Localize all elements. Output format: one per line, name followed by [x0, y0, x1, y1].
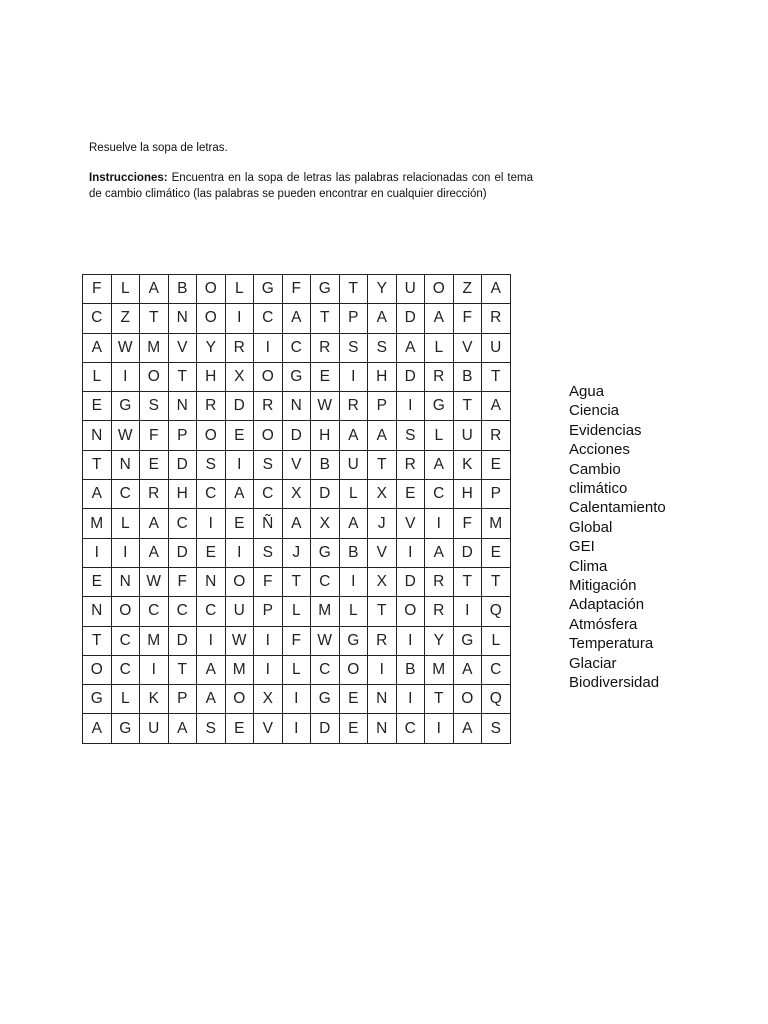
- grid-cell: L: [425, 421, 454, 450]
- grid-cell: C: [111, 480, 140, 509]
- grid-cell: O: [197, 304, 226, 333]
- grid-cell: T: [282, 567, 311, 596]
- grid-cell: F: [140, 421, 169, 450]
- grid-cell: C: [482, 655, 511, 684]
- grid-cell: P: [339, 304, 368, 333]
- grid-cell: N: [282, 392, 311, 421]
- grid-row: [83, 626, 511, 655]
- grid-cell: G: [282, 362, 311, 391]
- grid-cell: I: [282, 714, 311, 743]
- grid-cell: A: [140, 509, 169, 538]
- grid-cell: C: [111, 626, 140, 655]
- grid-cell: S: [339, 333, 368, 362]
- grid-cell: I: [425, 714, 454, 743]
- grid-cell: Q: [482, 597, 511, 626]
- grid-cell: N: [111, 567, 140, 596]
- grid-cell: R: [254, 392, 283, 421]
- grid-cell: D: [282, 421, 311, 450]
- grid-cell: S: [197, 714, 226, 743]
- grid-cell: M: [425, 655, 454, 684]
- grid-cell: C: [254, 480, 283, 509]
- grid-cell: A: [83, 480, 112, 509]
- grid-cell: T: [453, 392, 482, 421]
- grid-cell: B: [453, 362, 482, 391]
- instructions-section: [89, 140, 533, 202]
- grid-cell: S: [482, 714, 511, 743]
- grid-cell: B: [339, 538, 368, 567]
- grid-cell: D: [311, 480, 340, 509]
- grid-cell: D: [225, 392, 254, 421]
- grid-cell: A: [368, 421, 397, 450]
- grid-cell: R: [197, 392, 226, 421]
- grid-cell: N: [368, 685, 397, 714]
- word-search-grid: [82, 274, 511, 744]
- grid-cell: L: [339, 480, 368, 509]
- grid-cell: T: [482, 362, 511, 391]
- grid-cell: U: [140, 714, 169, 743]
- grid-cell: C: [111, 655, 140, 684]
- grid-cell: B: [396, 655, 425, 684]
- grid-cell: S: [140, 392, 169, 421]
- grid-cell: P: [168, 685, 197, 714]
- grid-cell: U: [396, 275, 425, 304]
- grid-row: [83, 567, 511, 596]
- grid-cell: K: [140, 685, 169, 714]
- grid-cell: E: [396, 480, 425, 509]
- grid-cell: U: [482, 333, 511, 362]
- grid-cell: I: [225, 538, 254, 567]
- word-list-item: Adaptación: [569, 596, 645, 614]
- word-list-item: Agua: [569, 383, 605, 400]
- grid-cell: L: [425, 333, 454, 362]
- grid-row: [83, 685, 511, 714]
- grid-cell: A: [140, 538, 169, 567]
- grid-cell: I: [254, 655, 283, 684]
- grid-cell: D: [453, 538, 482, 567]
- grid-cell: E: [339, 685, 368, 714]
- grid-cell: A: [425, 450, 454, 479]
- grid-cell: S: [197, 450, 226, 479]
- instructions-label: Instrucciones:: [89, 172, 168, 184]
- grid-cell: E: [482, 538, 511, 567]
- instructions-paragraph: [89, 170, 533, 202]
- grid-cell: E: [225, 714, 254, 743]
- grid-cell: S: [254, 538, 283, 567]
- grid-cell: L: [282, 655, 311, 684]
- word-list-item: Clima: [569, 557, 608, 575]
- grid-cell: V: [368, 538, 397, 567]
- instructions-text: Encuentra en la sopa de letras las palabras relacionadas con el tema de cambio climático (las palabras se pueden encontrar en cualquier dirección): [89, 172, 533, 200]
- grid-cell: A: [83, 333, 112, 362]
- grid-cell: C: [311, 655, 340, 684]
- grid-cell: V: [254, 714, 283, 743]
- grid-cell: E: [197, 538, 226, 567]
- grid-cell: N: [168, 304, 197, 333]
- grid-cell: T: [140, 304, 169, 333]
- grid-cell: T: [168, 655, 197, 684]
- grid-cell: G: [111, 392, 140, 421]
- grid-cell: H: [168, 480, 197, 509]
- grid-cell: A: [425, 304, 454, 333]
- grid-cell: G: [339, 626, 368, 655]
- grid-cell: O: [396, 597, 425, 626]
- grid-cell: W: [140, 567, 169, 596]
- grid-cell: O: [83, 655, 112, 684]
- grid-cell: T: [453, 567, 482, 596]
- word-list-item: Acciones: [569, 441, 630, 459]
- grid-cell: R: [482, 304, 511, 333]
- grid-cell: I: [339, 362, 368, 391]
- grid-cell: N: [368, 714, 397, 743]
- word-list-item: Calentamiento: [569, 499, 666, 517]
- grid-cell: O: [225, 567, 254, 596]
- grid-cell: D: [311, 714, 340, 743]
- grid-cell: E: [140, 450, 169, 479]
- grid-cell: A: [425, 538, 454, 567]
- grid-cell: W: [311, 626, 340, 655]
- grid-cell: B: [311, 450, 340, 479]
- grid-row: [83, 538, 511, 567]
- grid-row: [83, 655, 511, 684]
- grid-cell: I: [225, 450, 254, 479]
- grid-cell: V: [168, 333, 197, 362]
- grid-cell: S: [254, 450, 283, 479]
- grid-row: [83, 392, 511, 421]
- grid-cell: R: [396, 450, 425, 479]
- grid-cell: A: [453, 655, 482, 684]
- grid-cell: C: [396, 714, 425, 743]
- grid-cell: M: [140, 626, 169, 655]
- grid-cell: T: [168, 362, 197, 391]
- grid-cell: F: [282, 626, 311, 655]
- grid-cell: X: [368, 567, 397, 596]
- grid-cell: I: [111, 362, 140, 391]
- word-list-item: Atmósfera: [569, 615, 638, 633]
- grid-cell: A: [339, 509, 368, 538]
- word-list-item: Glaciar: [569, 654, 617, 672]
- word-list-item: Global: [569, 518, 613, 536]
- grid-cell: N: [83, 421, 112, 450]
- grid-cell: I: [425, 509, 454, 538]
- grid-cell: I: [282, 685, 311, 714]
- grid-cell: L: [111, 275, 140, 304]
- grid-cell: T: [368, 450, 397, 479]
- grid-cell: T: [311, 304, 340, 333]
- grid-cell: Q: [482, 685, 511, 714]
- grid-cell: U: [225, 597, 254, 626]
- grid-cell: S: [368, 333, 397, 362]
- grid-cell: I: [396, 626, 425, 655]
- grid-cell: R: [425, 362, 454, 391]
- grid-cell: E: [225, 509, 254, 538]
- grid-cell: L: [83, 362, 112, 391]
- grid-cell: V: [396, 509, 425, 538]
- grid-cell: E: [83, 392, 112, 421]
- grid-cell: C: [254, 304, 283, 333]
- grid-cell: A: [197, 655, 226, 684]
- word-list-item: Ciencia: [569, 402, 620, 420]
- grid-cell: C: [282, 333, 311, 362]
- word-list-item: Biodiversidad: [569, 674, 660, 692]
- grid-cell: X: [225, 362, 254, 391]
- grid-cell: A: [368, 304, 397, 333]
- grid-cell: A: [197, 685, 226, 714]
- grid-cell: A: [140, 275, 169, 304]
- grid-cell: L: [111, 509, 140, 538]
- grid-cell: A: [339, 421, 368, 450]
- grid-cell: P: [368, 392, 397, 421]
- grid-cell: N: [168, 392, 197, 421]
- grid-row: [83, 421, 511, 450]
- grid-cell: Ñ: [254, 509, 283, 538]
- grid-cell: O: [225, 685, 254, 714]
- grid-cell: O: [197, 421, 226, 450]
- grid-cell: Y: [425, 626, 454, 655]
- grid-cell: G: [453, 626, 482, 655]
- grid-row: [83, 597, 511, 626]
- grid-cell: I: [197, 626, 226, 655]
- grid-cell: I: [396, 392, 425, 421]
- grid-cell: T: [83, 626, 112, 655]
- grid-cell: C: [168, 509, 197, 538]
- grid-cell: R: [225, 333, 254, 362]
- grid-cell: S: [396, 421, 425, 450]
- grid-cell: H: [197, 362, 226, 391]
- grid-cell: W: [311, 392, 340, 421]
- grid-cell: E: [311, 362, 340, 391]
- grid-cell: L: [282, 597, 311, 626]
- grid-cell: X: [368, 480, 397, 509]
- word-list-item: Evidencias: [569, 421, 642, 439]
- page-title: Resuelve la sopa de letras.: [89, 142, 228, 154]
- grid-cell: V: [282, 450, 311, 479]
- grid-cell: G: [254, 275, 283, 304]
- grid-cell: X: [311, 509, 340, 538]
- grid-cell: A: [282, 509, 311, 538]
- grid-cell: H: [453, 480, 482, 509]
- grid-cell: F: [168, 567, 197, 596]
- grid-cell: I: [83, 538, 112, 567]
- grid-cell: P: [482, 480, 511, 509]
- grid-cell: A: [482, 275, 511, 304]
- grid-cell: M: [311, 597, 340, 626]
- grid-cell: F: [254, 567, 283, 596]
- grid-cell: T: [339, 275, 368, 304]
- grid-cell: O: [254, 362, 283, 391]
- grid-cell: R: [425, 597, 454, 626]
- grid-cell: I: [111, 538, 140, 567]
- grid-cell: P: [254, 597, 283, 626]
- grid-cell: P: [168, 421, 197, 450]
- grid-cell: I: [396, 538, 425, 567]
- grid-cell: I: [339, 567, 368, 596]
- grid-cell: C: [197, 597, 226, 626]
- grid-cell: W: [111, 333, 140, 362]
- grid-cell: O: [197, 275, 226, 304]
- grid-cell: C: [197, 480, 226, 509]
- grid-cell: V: [453, 333, 482, 362]
- grid-row: [83, 480, 511, 509]
- grid-row: [83, 333, 511, 362]
- word-list-item: Temperatura: [569, 635, 654, 653]
- grid-cell: O: [140, 362, 169, 391]
- grid-cell: E: [482, 450, 511, 479]
- grid-cell: D: [396, 567, 425, 596]
- grid-cell: R: [368, 626, 397, 655]
- grid-cell: G: [425, 392, 454, 421]
- grid-cell: A: [396, 333, 425, 362]
- grid-cell: R: [425, 567, 454, 596]
- grid-cell: A: [282, 304, 311, 333]
- grid-cell: I: [396, 685, 425, 714]
- grid-cell: Z: [111, 304, 140, 333]
- grid-cell: G: [111, 714, 140, 743]
- grid-cell: R: [311, 333, 340, 362]
- grid-cell: M: [225, 655, 254, 684]
- grid-cell: C: [311, 567, 340, 596]
- grid-cell: A: [453, 714, 482, 743]
- grid-cell: O: [254, 421, 283, 450]
- grid-cell: N: [111, 450, 140, 479]
- grid-cell: G: [311, 685, 340, 714]
- word-list-item: Cambio: [569, 460, 621, 478]
- grid-cell: L: [111, 685, 140, 714]
- grid-cell: O: [453, 685, 482, 714]
- grid-cell: H: [368, 362, 397, 391]
- grid-cell: L: [482, 626, 511, 655]
- grid-cell: C: [168, 597, 197, 626]
- grid-cell: A: [83, 714, 112, 743]
- grid-cell: I: [254, 333, 283, 362]
- grid-cell: G: [311, 538, 340, 567]
- grid-cell: T: [83, 450, 112, 479]
- grid-cell: O: [339, 655, 368, 684]
- grid-cell: I: [254, 626, 283, 655]
- grid-row: [83, 714, 511, 743]
- grid-row: [83, 275, 511, 304]
- grid-cell: T: [425, 685, 454, 714]
- grid-cell: O: [425, 275, 454, 304]
- grid-cell: C: [83, 304, 112, 333]
- grid-cell: L: [225, 275, 254, 304]
- grid-cell: R: [140, 480, 169, 509]
- grid-cell: I: [225, 304, 254, 333]
- grid-cell: I: [140, 655, 169, 684]
- grid-cell: A: [225, 480, 254, 509]
- grid-cell: W: [111, 421, 140, 450]
- grid-cell: Y: [368, 275, 397, 304]
- grid-cell: F: [453, 509, 482, 538]
- grid-cell: M: [482, 509, 511, 538]
- grid-cell: E: [339, 714, 368, 743]
- grid-cell: X: [254, 685, 283, 714]
- grid-cell: M: [140, 333, 169, 362]
- grid-cell: R: [339, 392, 368, 421]
- grid-cell: F: [282, 275, 311, 304]
- grid-cell: U: [339, 450, 368, 479]
- grid-cell: T: [482, 567, 511, 596]
- grid-cell: N: [197, 567, 226, 596]
- grid-cell: K: [453, 450, 482, 479]
- grid-cell: J: [368, 509, 397, 538]
- grid-cell: E: [83, 567, 112, 596]
- word-list: [569, 382, 666, 693]
- grid-cell: L: [339, 597, 368, 626]
- grid-cell: F: [83, 275, 112, 304]
- grid-cell: U: [453, 421, 482, 450]
- grid-cell: A: [482, 392, 511, 421]
- grid-cell: C: [425, 480, 454, 509]
- grid-cell: F: [453, 304, 482, 333]
- grid-row: [83, 304, 511, 333]
- grid-row: [83, 509, 511, 538]
- word-list-item: GEI: [569, 538, 595, 556]
- grid-cell: O: [111, 597, 140, 626]
- grid-cell: B: [168, 275, 197, 304]
- grid-cell: T: [368, 597, 397, 626]
- grid-cell: D: [168, 450, 197, 479]
- grid-cell: X: [282, 480, 311, 509]
- grid-cell: J: [282, 538, 311, 567]
- grid-cell: N: [83, 597, 112, 626]
- grid-cell: I: [197, 509, 226, 538]
- grid-cell: D: [396, 304, 425, 333]
- grid-cell: W: [225, 626, 254, 655]
- grid-cell: E: [225, 421, 254, 450]
- grid-cell: R: [482, 421, 511, 450]
- word-list-item: Mitigación: [569, 577, 637, 595]
- grid-cell: C: [140, 597, 169, 626]
- grid-cell: Y: [197, 333, 226, 362]
- grid-cell: I: [368, 655, 397, 684]
- grid-cell: G: [83, 685, 112, 714]
- grid-cell: D: [396, 362, 425, 391]
- grid-row: [83, 450, 511, 479]
- grid-cell: A: [168, 714, 197, 743]
- grid-cell: H: [311, 421, 340, 450]
- grid-cell: I: [453, 597, 482, 626]
- grid-cell: D: [168, 538, 197, 567]
- grid-row: [83, 362, 511, 391]
- grid-cell: D: [168, 626, 197, 655]
- grid-cell: G: [311, 275, 340, 304]
- grid-cell: Z: [453, 275, 482, 304]
- word-list-item: climático: [569, 480, 628, 498]
- grid-cell: M: [83, 509, 112, 538]
